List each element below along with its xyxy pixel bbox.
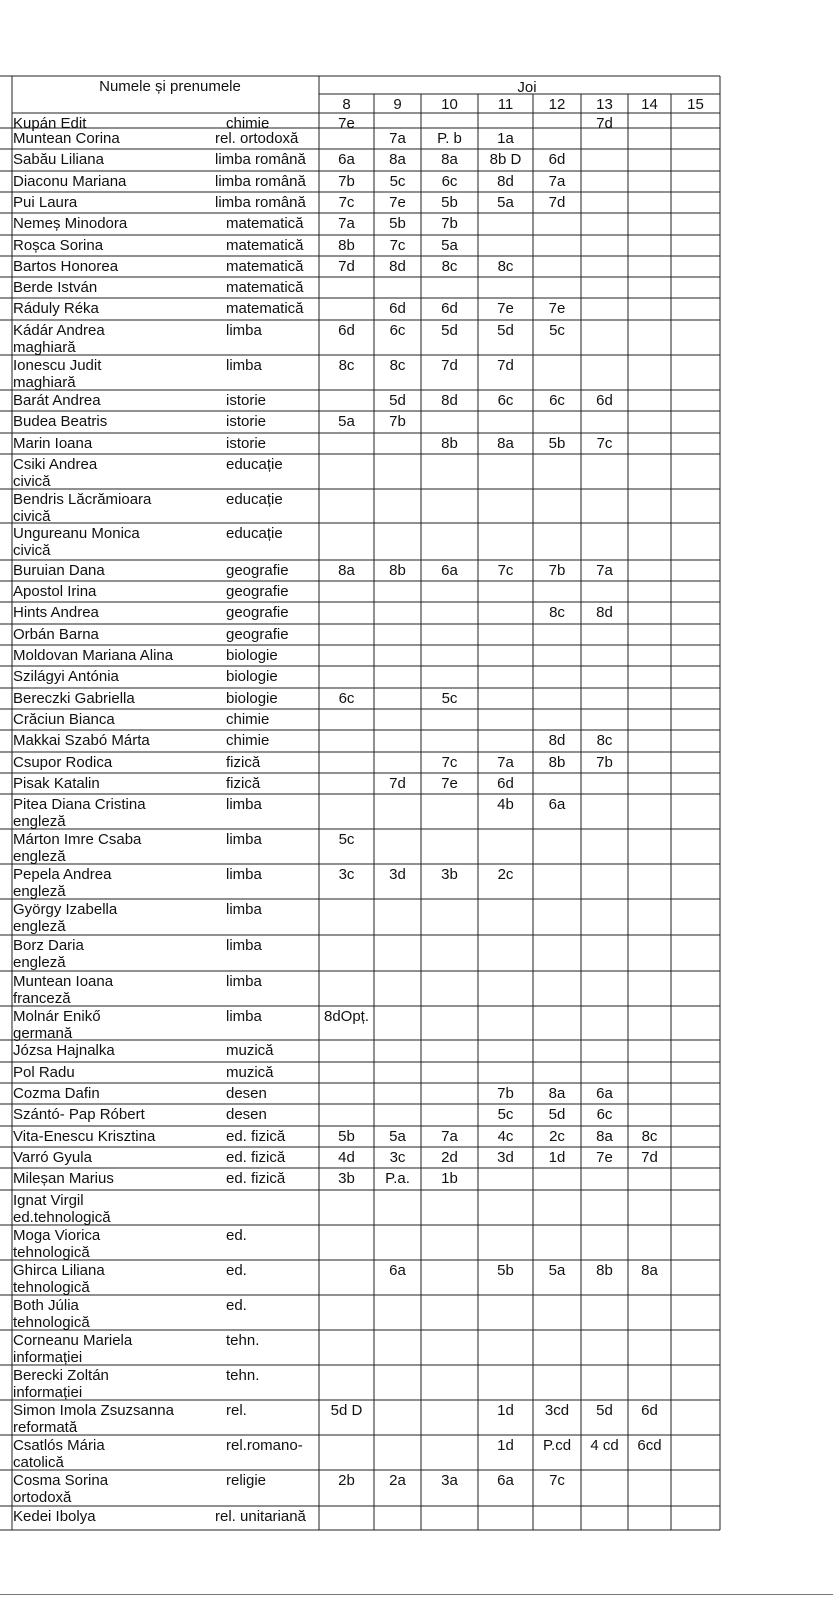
class-cell: 5a (441, 237, 458, 254)
teacher-subject-continued: franceză (13, 990, 71, 1007)
teacher-subject: desen (226, 1106, 267, 1123)
teacher-subject: ed. fizică (226, 1170, 286, 1187)
class-cell: 7a (338, 215, 355, 232)
teacher-name: Borz Daria (13, 937, 84, 954)
teacher-subject: matematică (226, 279, 304, 296)
class-cell: 6c (389, 322, 406, 339)
class-cell: 5c (497, 1106, 514, 1123)
teacher-subject: ed. (226, 1227, 247, 1244)
class-cell: 8a (641, 1262, 658, 1279)
class-cell: 7e (338, 115, 355, 132)
class-cell: 7a (548, 173, 566, 190)
class-cell: 8d (441, 392, 458, 409)
class-cell: 5c (338, 831, 355, 848)
teacher-subject: ed. (226, 1262, 247, 1279)
class-cell: 7c (338, 194, 355, 211)
teacher-subject: tehn. (226, 1367, 260, 1384)
teacher-subject: limba (226, 973, 262, 990)
class-cell: 7c (497, 562, 514, 579)
teacher-name: Csiki Andrea (13, 456, 98, 473)
class-cell: 5a (497, 194, 514, 211)
teacher-name: Ionescu Judit (13, 357, 102, 374)
class-cell: 3c (338, 866, 355, 883)
teacher-name: Orbán Barna (13, 626, 99, 643)
teacher-name: Pitea Diana Cristina (13, 796, 146, 813)
class-cell: 3cd (544, 1402, 570, 1419)
class-cell: 8a (497, 435, 514, 452)
class-cell: 5b (497, 1262, 514, 1279)
teacher-subject-continued: maghiară (13, 374, 76, 391)
class-cell: 8c (338, 357, 355, 374)
class-cell: 6c (549, 392, 565, 409)
teacher-name: Corneanu Mariela (13, 1332, 133, 1349)
class-cell: 6d (497, 775, 514, 792)
teacher-subject-continued: tehnologică (13, 1244, 90, 1261)
class-cell: 4c (497, 1128, 514, 1145)
teacher-subject: limba (226, 322, 262, 339)
teacher-name: Makkai Szabó Márta (13, 732, 150, 749)
class-cell: 7c (549, 1472, 565, 1489)
teacher-subject: matematică (226, 258, 304, 275)
teacher-subject: biologie (226, 690, 278, 707)
class-cell: 1d (548, 1149, 566, 1166)
hour-header-15: 15 (687, 96, 704, 113)
class-cell: P. b (437, 130, 462, 147)
class-cell: 7d (338, 258, 355, 275)
hour-header-11: 11 (497, 96, 514, 113)
teacher-name: Berde István (13, 279, 98, 296)
teacher-name: Muntean Ioana (13, 973, 114, 990)
class-cell: 2c (497, 866, 514, 883)
teacher-subject: biologie (226, 647, 278, 664)
teacher-subject: limba (226, 796, 262, 813)
teacher-name: Bartos Honorea (13, 258, 119, 275)
class-cell: 7e (497, 300, 514, 317)
class-cell: 1d (497, 1437, 514, 1454)
class-cell: 7d (596, 115, 613, 132)
class-cell: 5d (497, 322, 514, 339)
class-cell: 8d (389, 258, 406, 275)
class-cell: 4d (338, 1149, 355, 1166)
class-cell: 5b (548, 435, 566, 452)
teacher-name: Mileșan Marius (13, 1170, 114, 1187)
teacher-subject-continued: reformată (13, 1419, 78, 1436)
class-cell: 6c (497, 392, 514, 409)
class-cell: 1d (497, 1402, 514, 1419)
teacher-subject: chimie (226, 115, 270, 132)
teacher-subject-continued: engleză (13, 883, 66, 900)
class-cell: 7d (441, 357, 458, 374)
class-cell: 6a (389, 1262, 406, 1279)
class-cell: 8a (441, 151, 458, 168)
teacher-subject: istorie (226, 392, 267, 409)
class-cell: 5d (596, 1402, 613, 1419)
class-cell: 8b (596, 1262, 613, 1279)
class-cell: 4b (497, 796, 514, 813)
teacher-subject-continued: tehnologică (13, 1279, 90, 1296)
class-cell: 8c (549, 604, 565, 621)
teacher-subject: educație (226, 491, 283, 508)
class-cell: P.a. (385, 1170, 410, 1187)
teacher-name: Kupán Edit (13, 115, 87, 132)
teacher-subject: educație (226, 456, 283, 473)
teacher-subject: biologie (226, 668, 278, 685)
class-cell: 8c (596, 732, 613, 749)
class-cell: 5a (389, 1128, 406, 1145)
class-cell: 1a (497, 130, 514, 147)
teacher-name: Márton Imre Csaba (13, 831, 142, 848)
class-cell: 6d (641, 1402, 658, 1419)
class-cell: 7b (548, 562, 566, 579)
teacher-subject-continued: germană (13, 1025, 73, 1042)
class-cell: 6cd (637, 1437, 662, 1454)
class-cell: 7d (548, 194, 566, 211)
teacher-subject: geografie (226, 562, 289, 579)
class-cell: 8a (548, 1085, 566, 1102)
class-cell: 7a (441, 1128, 458, 1145)
teacher-subject: ed. fizică (226, 1149, 286, 1166)
teacher-name: Sabău Liliana (13, 151, 104, 168)
hour-header-8: 8 (342, 96, 351, 113)
teacher-name: Varró Gyula (13, 1149, 92, 1166)
class-cell: 8d (548, 732, 566, 749)
class-cell: 3d (497, 1149, 514, 1166)
teacher-subject: tehn. (226, 1332, 260, 1349)
teacher-name: Bereczki Gabriella (13, 690, 135, 707)
teacher-subject: limba (226, 1008, 262, 1025)
name-column-header: Numele și prenumele (99, 78, 241, 95)
teacher-subject: muzică (226, 1064, 274, 1081)
class-cell: 8b D (489, 151, 522, 168)
teacher-name: Pui Laura (13, 194, 78, 211)
class-cell: 2c (549, 1128, 565, 1145)
class-cell: 7e (548, 300, 566, 317)
teacher-subject: limba (226, 357, 262, 374)
teacher-subject: educație (226, 525, 283, 542)
teacher-subject-continued: civică (13, 542, 51, 559)
teacher-name: György Izabella (13, 901, 118, 918)
class-cell: 1b (441, 1170, 458, 1187)
class-cell: 6d (596, 392, 613, 409)
teacher-subject: chimie (226, 732, 270, 749)
teacher-subject: ed. (226, 1297, 247, 1314)
teacher-subject: rel. unitariană (215, 1508, 306, 1525)
teacher-name: Ungureanu Monica (13, 525, 140, 542)
teacher-name: Csatlós Mária (13, 1437, 105, 1454)
teacher-subject: geografie (226, 626, 289, 643)
hour-header-10: 10 (441, 96, 458, 113)
teacher-name: Budea Beatris (13, 413, 108, 430)
class-cell: 7c (389, 237, 406, 254)
class-cell: 8b (389, 562, 406, 579)
class-cell: 4 cd (590, 1437, 619, 1454)
class-cell: 3d (389, 866, 406, 883)
day-header: Joi (517, 79, 537, 96)
teacher-name: Józsa Hajnalka (13, 1042, 115, 1059)
class-cell: 8b (338, 237, 355, 254)
class-cell: 5d (548, 1106, 566, 1123)
teacher-subject: istorie (226, 413, 267, 430)
teacher-subject-continued: engleză (13, 848, 66, 865)
teacher-subject: desen (226, 1085, 267, 1102)
teacher-subject-continued: catolică (13, 1454, 64, 1471)
teacher-subject: geografie (226, 583, 289, 600)
teacher-subject: rel. (226, 1402, 247, 1419)
class-cell: 8b (548, 754, 566, 771)
teacher-name: Szilágyi Antónia (13, 668, 119, 685)
teacher-subject: chimie (226, 711, 270, 728)
teacher-subject-continued: informației (13, 1384, 83, 1401)
teacher-name: Vita-Enescu Krisztina (13, 1128, 156, 1145)
teacher-subject-continued: civică (13, 473, 51, 490)
class-cell: 3b (338, 1170, 355, 1187)
teacher-subject-continued: ed.tehnologică (13, 1209, 111, 1226)
teacher-subject: geografie (226, 604, 289, 621)
class-cell: 5c (389, 173, 406, 190)
hour-header-9: 9 (393, 96, 402, 113)
class-cell: 7d (641, 1149, 658, 1166)
class-cell: 8c (641, 1128, 658, 1145)
class-cell: 5d (389, 392, 406, 409)
class-cell: 8c (497, 258, 514, 275)
class-cell: 5d D (330, 1402, 363, 1419)
class-cell: 7e (596, 1149, 613, 1166)
teacher-name: Cosma Sorina (13, 1472, 109, 1489)
class-cell: 5a (338, 413, 355, 430)
class-cell: 6d (389, 300, 406, 317)
class-cell: 5c (441, 690, 458, 707)
teacher-name: Roșca Sorina (13, 237, 104, 254)
teacher-name: Csupor Rodica (13, 754, 113, 771)
page-bottom-rule (0, 1594, 833, 1595)
class-cell: 8a (596, 1128, 613, 1145)
teacher-subject: matematică (226, 215, 304, 232)
class-cell: 8a (389, 151, 406, 168)
class-cell: 5b (338, 1128, 355, 1145)
class-cell: 7a (497, 754, 514, 771)
teacher-subject: matematică (226, 237, 304, 254)
teacher-subject-continued: engleză (13, 954, 66, 971)
class-cell: 3a (441, 1472, 458, 1489)
teacher-subject: rel. ortodoxă (215, 130, 299, 147)
class-cell: 7a (596, 562, 613, 579)
teacher-name: Szántó- Pap Róbert (13, 1106, 145, 1123)
teacher-subject-continued: maghiară (13, 339, 76, 356)
teacher-name: Barát Andrea (13, 392, 101, 409)
teacher-name: Muntean Corina (13, 130, 120, 147)
class-cell: 5c (549, 322, 565, 339)
teacher-subject: limba (226, 866, 262, 883)
teacher-name: Bendris Lăcrămioara (13, 491, 152, 508)
teacher-subject: rel.romano- (226, 1437, 303, 1454)
class-cell: 8b (441, 435, 458, 452)
class-cell: 2d (441, 1149, 458, 1166)
teacher-subject: ed. fizică (226, 1128, 286, 1145)
class-cell: 7b (338, 173, 355, 190)
class-cell: 3c (389, 1149, 406, 1166)
teacher-subject-continued: engleză (13, 918, 66, 935)
class-cell: 6a (596, 1085, 613, 1102)
teacher-name: Molnár Enikő (13, 1008, 101, 1025)
class-cell: 6c (596, 1106, 613, 1123)
class-cell: 6d (548, 151, 566, 168)
class-cell: 7a (389, 130, 406, 147)
teacher-name: Marin Ioana (13, 435, 93, 452)
class-cell: 8c (389, 357, 406, 374)
teacher-subject-continued: civică (13, 508, 51, 525)
teacher-subject-continued: engleză (13, 813, 66, 830)
teacher-name: Ignat Virgil (13, 1192, 84, 1209)
teacher-name: Pepela Andrea (13, 866, 112, 883)
teacher-name: Apostol Irina (13, 583, 97, 600)
class-cell: 5a (548, 1262, 566, 1279)
class-cell: 2b (338, 1472, 355, 1489)
class-cell: 7e (389, 194, 406, 211)
class-cell: 7b (596, 754, 613, 771)
class-cell: P.cd (542, 1437, 572, 1454)
class-cell: 6a (338, 151, 355, 168)
teacher-subject: religie (226, 1472, 267, 1489)
teacher-subject: limba (226, 831, 262, 848)
teacher-name: Ráduly Réka (13, 300, 99, 317)
class-cell: 6c (441, 173, 458, 190)
class-cell: 7b (441, 215, 458, 232)
teacher-name: Kádár Andrea (13, 322, 105, 339)
class-cell: 6a (548, 796, 566, 813)
teacher-subject: istorie (226, 435, 267, 452)
class-cell: 5b (441, 194, 458, 211)
hour-header-14: 14 (641, 96, 658, 113)
teacher-subject: fizică (226, 754, 261, 771)
hour-header-12: 12 (548, 96, 566, 113)
teacher-subject: limba română (215, 151, 306, 168)
teacher-name: Both Júlia (13, 1297, 79, 1314)
teacher-subject: limba română (215, 194, 306, 211)
class-cell: 7d (497, 357, 514, 374)
teacher-subject: fizică (226, 775, 261, 792)
teacher-subject: limba (226, 937, 262, 954)
class-cell: 6d (441, 300, 458, 317)
teacher-subject: limba (226, 901, 262, 918)
class-cell: 8c (441, 258, 458, 275)
teacher-subject-continued: tehnologică (13, 1314, 90, 1331)
class-cell: 6a (441, 562, 458, 579)
class-cell: 7b (497, 1085, 514, 1102)
teacher-name: Ghirca Liliana (13, 1262, 105, 1279)
class-cell: 2a (389, 1472, 406, 1489)
teacher-name: Pol Radu (13, 1064, 75, 1081)
teacher-subject-continued: informației (13, 1349, 83, 1366)
teacher-subject: matematică (226, 300, 304, 317)
teacher-name: Hints Andrea (13, 604, 99, 621)
teacher-name: Kedei Ibolya (13, 1508, 96, 1525)
class-cell: 8a (338, 562, 355, 579)
teacher-name: Nemeș Minodora (13, 215, 128, 232)
class-cell: 5b (389, 215, 406, 232)
class-cell: 7d (389, 775, 406, 792)
class-cell: 5d (441, 322, 458, 339)
teacher-name: Berecki Zoltán (13, 1367, 109, 1384)
class-cell: 7c (596, 435, 613, 452)
class-cell: 8d (596, 604, 613, 621)
teacher-name: Crăciun Bianca (13, 711, 115, 728)
class-cell: 7c (441, 754, 458, 771)
teacher-name: Pisak Katalin (13, 775, 100, 792)
class-cell: 6c (338, 690, 355, 707)
teacher-name: Moga Viorica (13, 1227, 101, 1244)
teacher-subject-continued: ortodoxă (13, 1489, 72, 1506)
hour-header-13: 13 (596, 96, 613, 113)
teacher-name: Buruian Dana (13, 562, 105, 579)
teacher-name: Moldovan Mariana Alina (13, 647, 174, 664)
teacher-subject: limba română (215, 173, 306, 190)
class-cell: 6a (497, 1472, 514, 1489)
class-cell: 3b (441, 866, 458, 883)
class-cell: 7e (441, 775, 458, 792)
teacher-name: Cozma Dafin (13, 1085, 100, 1102)
class-cell: 8dOpț. (323, 1008, 370, 1025)
class-cell: 6d (338, 322, 355, 339)
teacher-name: Diaconu Mariana (13, 173, 127, 190)
teacher-subject: muzică (226, 1042, 274, 1059)
class-cell: 8d (497, 173, 514, 190)
teacher-name: Simon Imola Zsuzsanna (13, 1402, 174, 1419)
class-cell: 7b (389, 413, 406, 430)
